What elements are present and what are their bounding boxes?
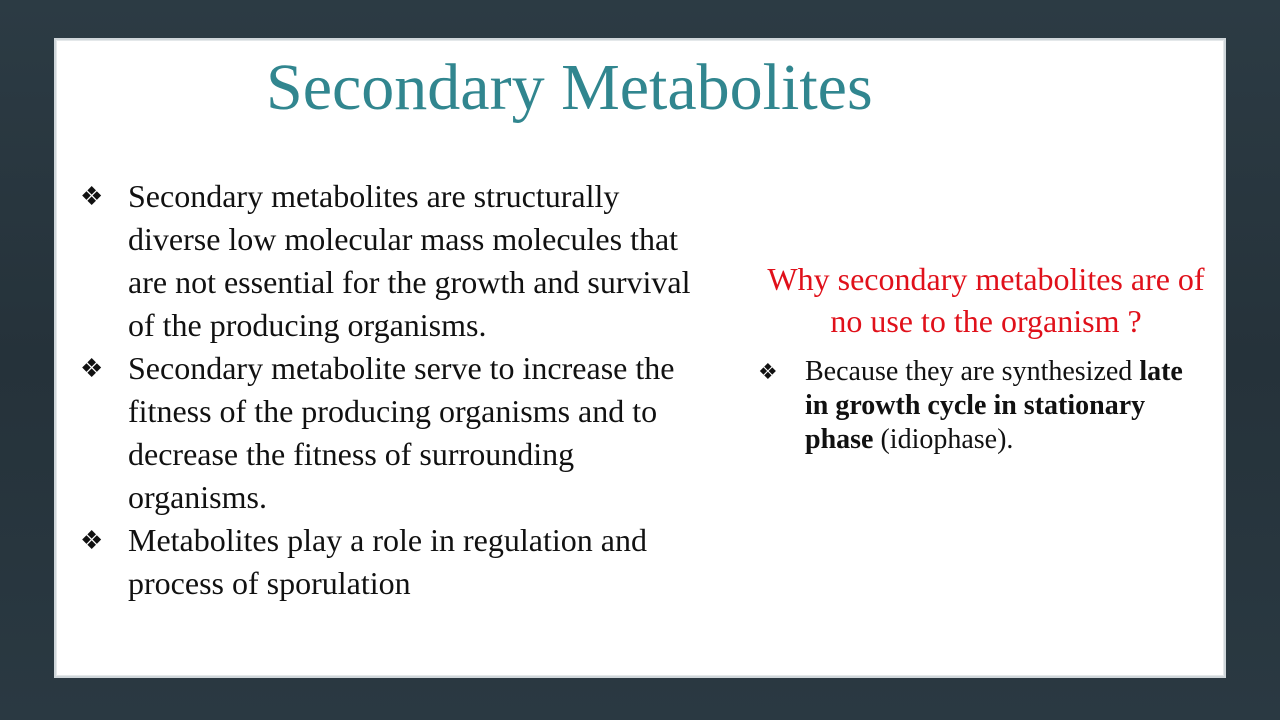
bullet-item bbox=[80, 175, 700, 347]
answer-text bbox=[805, 356, 1183, 455]
question-heading: Why secondary metabolites are of no use to the organism ? bbox=[767, 261, 1205, 339]
slide-title: Secondary Metabolites bbox=[266, 51, 873, 124]
bullet-text: Secondary metabolite serve to increase the fitness of the producing organisms and to decrease the fitness of surrounding organisms. bbox=[128, 350, 675, 515]
diamond-bullet-icon: ❖ bbox=[758, 359, 778, 384]
answer-text-bold: late in growth cycle in stationary phase bbox=[805, 356, 1183, 455]
diamond-bullet-icon: ❖ bbox=[80, 354, 104, 383]
diamond-bullet-icon: ❖ bbox=[80, 526, 104, 555]
bullet-text: Secondary metabolites are structurally diverse low molecular mass molecules that are not essential for the growth and survival of the producing organisms. bbox=[128, 178, 691, 343]
slide bbox=[56, 40, 1224, 676]
answer-text-start: Because they are synthesized bbox=[805, 356, 1140, 387]
answer-text-end: (idiophase). bbox=[873, 424, 1014, 455]
answer-item bbox=[758, 355, 1188, 457]
bullet-text: Metabolites play a role in regulation and process of sporulation bbox=[128, 522, 647, 601]
bullet-item bbox=[80, 347, 700, 519]
diamond-bullet-icon: ❖ bbox=[80, 182, 104, 211]
answer-bullet-list bbox=[758, 355, 1188, 457]
main-bullet-list bbox=[80, 175, 700, 605]
bullet-item bbox=[80, 519, 700, 605]
